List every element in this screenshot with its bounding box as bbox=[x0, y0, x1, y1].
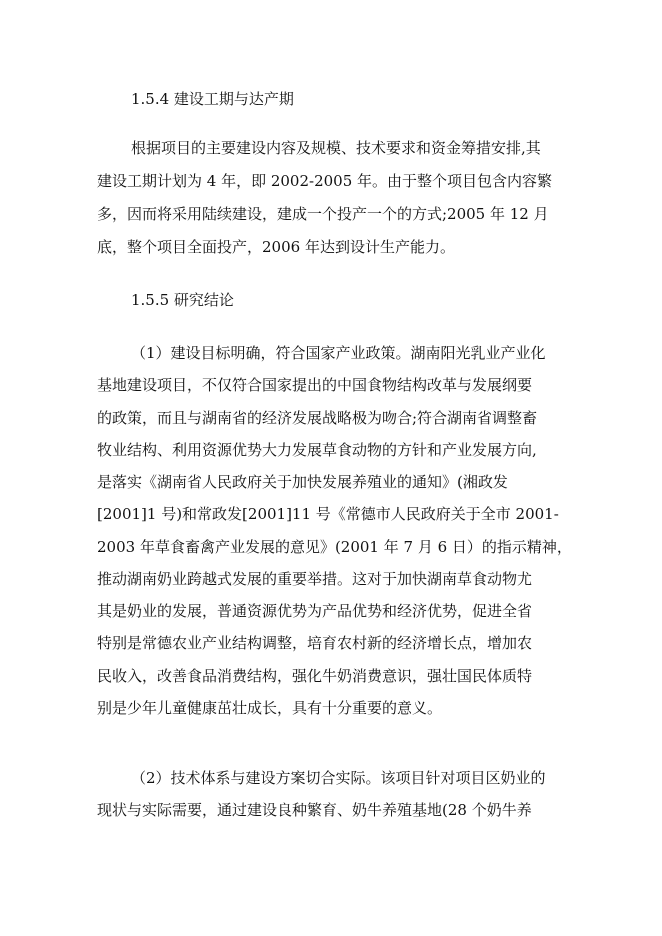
paragraph-line: 推动湖南奶业跨越式发展的重要举措。这对于加快湖南草食动物尤 bbox=[97, 569, 533, 588]
paragraph-line: 现状与实际需要，通过建设良种繁育、奶牛养殖基地(28 个奶牛养 bbox=[97, 800, 532, 819]
paragraph-line: 建设工期计划为 4 年，即 2002-2005 年。由于整个项目包含内容繁 bbox=[97, 172, 553, 190]
construction-paragraph bbox=[97, 138, 567, 257]
paragraph-line: 底，整个项目全面投产，2006 年达到设计生产能力。 bbox=[97, 238, 455, 256]
paragraph-line: 是落实《湖南省人民政府关于加快发展养殖业的通知》(湘政发 bbox=[97, 473, 508, 491]
paragraph-line: 别是少年儿童健康茁壮成长，具有十分重要的意义。 bbox=[97, 698, 443, 717]
paragraph-line: 民收入，改善食品消费结构，强化牛奶消费意识，强壮国民体质特 bbox=[97, 666, 533, 685]
paragraph-line: 牧业结构、利用资源优势大力发展草食动物的方针和产业发展方向, bbox=[97, 440, 537, 459]
paragraph-line: [2001]1 号)和常政发[2001]11 号《常德市人民政府关于全市 2001- bbox=[97, 505, 559, 524]
paragraph-line: 多，因而将采用陆续建设，建成一个投产一个的方式;2005 年 12 月 bbox=[97, 205, 549, 223]
conclusion-paragraph-2 bbox=[97, 768, 567, 820]
paragraph-line: （1）建设目标明确，符合国家产业政策。湖南阳光乳业产业化 bbox=[131, 344, 546, 362]
paragraph-line: 的政策，而且与湖南省的经济发展战略极为吻合;符合湖南省调整畜 bbox=[97, 408, 538, 427]
section-155-heading: 1.5.5 研究结论 bbox=[131, 291, 234, 309]
paragraph-line: （2）技术体系与建设方案切合实际。该项目针对项目区奶业的 bbox=[131, 769, 546, 787]
paragraph-line: 根据项目的主要建设内容及规模、技术要求和资金筹措安排,其 bbox=[131, 139, 541, 157]
paragraph-line: 基地建设项目，不仅符合国家提出的中国食物结构改革与发展纲要 bbox=[97, 376, 533, 395]
section-154-heading: 1.5.4 建设工期与达产期 bbox=[131, 90, 294, 108]
paragraph-line: 2003 年草食畜禽产业发展的意见》(2001 年 7 月 6 日）的指示精神， bbox=[97, 537, 572, 556]
conclusion-paragraph-1 bbox=[97, 343, 572, 718]
paragraph-line: 特别是常德农业产业结构调整，培育农村新的经济增长点，增加农 bbox=[97, 634, 533, 653]
paragraph-line: 其是奶业的发展，普通资源优势为产品优势和经济优势，促进全省 bbox=[97, 602, 533, 620]
